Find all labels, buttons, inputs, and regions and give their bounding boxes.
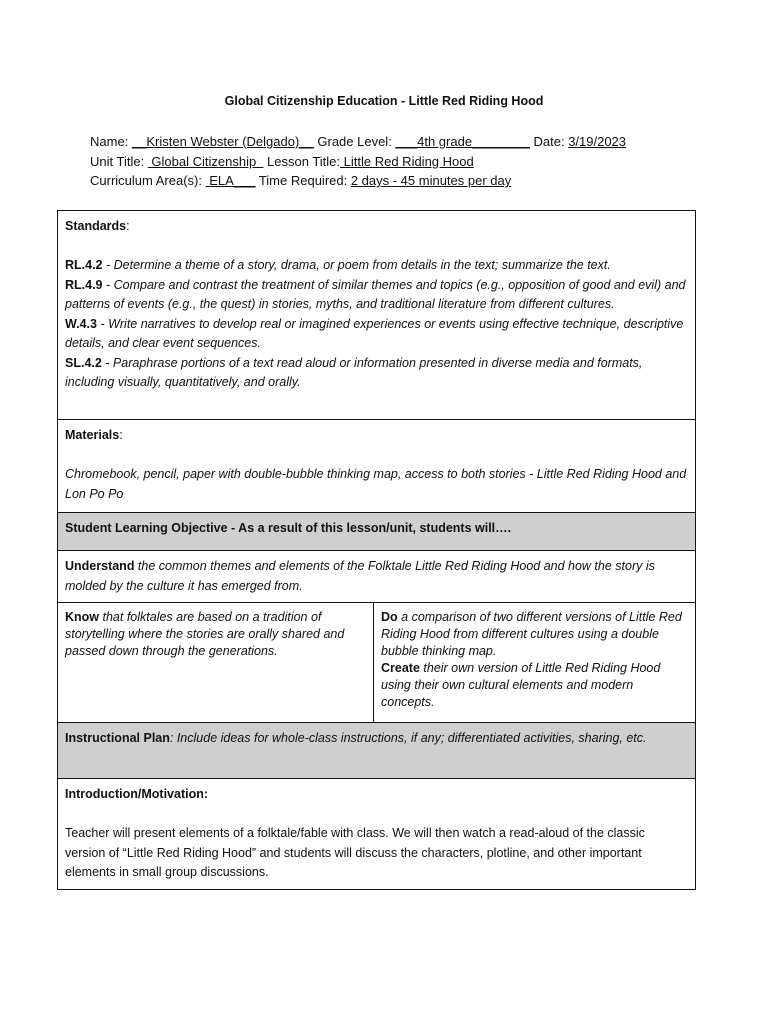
instructional-plan-cell	[58, 723, 696, 779]
understand-label: Understand	[65, 559, 135, 573]
know-label: Know	[65, 610, 100, 624]
lesson-value: Little Red Riding Hood	[340, 153, 474, 169]
objective-cell	[58, 513, 696, 551]
materials-cell	[58, 420, 696, 513]
unit-label: Unit Title:	[90, 153, 148, 169]
do-label: Do	[381, 610, 398, 624]
date-value: 3/19/2023	[568, 134, 627, 149]
grade-value: ___4th grade________	[395, 134, 530, 149]
create-label: Create	[381, 661, 420, 675]
lesson-plan-table	[57, 210, 696, 890]
time-value: 2 days - 45 minutes per day	[350, 173, 512, 188]
understand-text: the common themes and elements of the Folktale Little Red Riding Hood and how the story is molded by the culture it has emerged from.	[65, 559, 655, 593]
objective-heading: Student Learning Objective - As a result of this lesson/unit, students will….	[65, 521, 512, 535]
curriculum-label: Curriculum Area(s):	[90, 173, 206, 188]
introduction-heading: Introduction/Motivation:	[65, 787, 209, 801]
name-label: Name:	[90, 134, 132, 149]
do-cell	[374, 603, 696, 723]
header-row-3	[90, 171, 626, 191]
introduction-text: Teacher will present elements of a folktale/fable with class. We will then watch a read-aloud of the classic version of “Little Red Riding Hood” and students will discuss the characters, plotline, and other important elements in small group discussions.	[65, 826, 645, 879]
introduction-cell	[58, 779, 696, 890]
unit-value: Global Citizenship	[147, 153, 264, 169]
know-cell	[58, 603, 374, 723]
header-row-2	[90, 152, 626, 172]
date-label: Date:	[529, 134, 569, 149]
document-title: Global Citizenship Education - Little Red Riding Hood	[224, 94, 544, 108]
do-text: a comparison of two different versions of Little Red Riding Hood from different cultures using a double bubble thinking map.	[381, 610, 682, 658]
curriculum-value: ELA___	[205, 173, 256, 188]
standard-item: RL.4.9 - Compare and contrast the treatment of similar themes and topics (e.g., opposition of good and evil) and patterns of events (e.g., the quest) in stories, myths, and traditional literature from different cultures.	[65, 277, 686, 311]
standards-heading: Standards:	[65, 219, 130, 233]
materials-heading: Materials:	[65, 428, 123, 442]
time-label: Time Required:	[255, 173, 351, 188]
standard-item: W.4.3 - Write narratives to develop real or imagined experiences or events using effective technique, descriptive details, and clear event sequences.	[65, 316, 684, 350]
standard-item: RL.4.2 - Determine a theme of a story, drama, or poem from details in the text; summarize the text.	[65, 258, 611, 272]
instructional-plan-heading: Instructional Plan	[65, 731, 170, 745]
standard-item: SL.4.2 - Paraphrase portions of a text read aloud or information presented in diverse media and formats, including visually, quantitatively, and orally.	[65, 355, 643, 389]
create-text: their own version of Little Red Riding Hood using their own cultural elements and modern concepts.	[381, 661, 661, 709]
name-value: __Kristen Webster (Delgado)__	[131, 134, 314, 149]
materials-text: Chromebook, pencil, paper with double-bubble thinking map, access to both stories - Little Red Riding Hood and Lon Po Po	[65, 467, 687, 501]
understand-cell	[58, 551, 696, 603]
header-row-1	[90, 132, 626, 152]
grade-label: Grade Level:	[313, 134, 396, 149]
lesson-header	[90, 132, 626, 191]
know-text: that folktales are based on a tradition of storytelling where the stories are orally shared and passed down through the generations.	[65, 610, 345, 658]
lesson-label: Lesson Title:	[263, 153, 341, 169]
instructional-plan-text: : Include ideas for whole-class instructions, if any; differentiated activities, sharing, etc.	[169, 731, 647, 745]
standards-cell	[58, 211, 696, 420]
